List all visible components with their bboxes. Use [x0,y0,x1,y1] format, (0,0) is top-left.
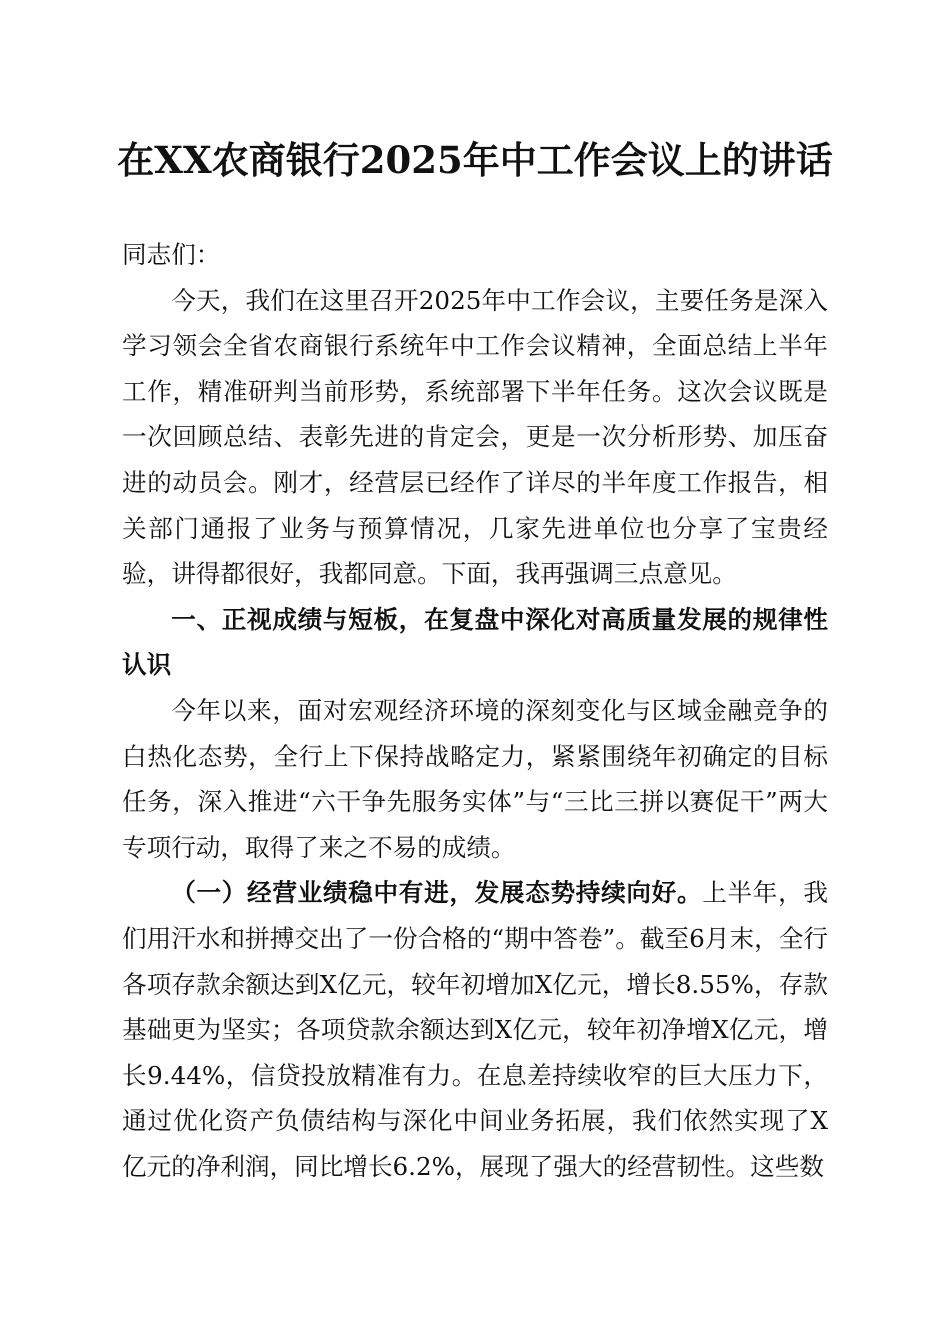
section-paragraph-1: 今年以来，面对宏观经济环境的深刻变化与区域金融竞争的白热化态势，全行上下保持战略定力，紧紧围绕年初确定的目标任务，深入推进“六干争先服务实体”与“三比三拼以赛促干”两大专项行动，取得了来之不易的成绩。 [122,695,828,862]
subsection-lead-1: （一）经营业绩稳中有进，发展态势持续向好。 [171,878,703,908]
salutation: 同志们： [122,240,221,269]
document-body [122,232,828,1189]
intro-paragraph: 今天，我们在这里召开2025年中工作会议，主要任务是深入学习领会全省农商银行系统年中工作会议精神，全面总结上半年工作，精准研判当前形势，系统部署下半年任务。这次会议既是一次回顾总结、表彰先进的肯定会，更是一次分析形势、加压奋进的动员会。刚才，经营层已经作了详尽的半年度工作报告，相关部门通报了业务与预算情况，几家先进单位也分享了宝贵经验，讲得都很好，我都同意。下面，我再强调三点意见。 [122,285,828,589]
section-heading-1: 一、正视成绩与短板，在复盘中深化对高质量发展的规律性认识 [122,604,828,680]
subsection-paragraph-1 [122,870,828,1189]
subsection-text-1: 上半年，我们用汗水和拼搏交出了一份合格的“期中答卷”。截至6月末，全行各项存款余额达到X亿元，较年初增加X亿元，增长8.55%，存款基础更为坚实；各项贷款余额达到X亿元，较年初净增X亿元，增长9.44%，信贷投放精准有力。在息差持续收窄的巨大压力下，通过优化资产负债结构与深化中间业务拓展，我们依然实现了X亿元的净利润，同比增长6.2%，展现了强大的经营韧性。这些数 [122,878,828,1181]
document-title: 在XX农商银行2025年中工作会议上的讲话 [117,138,833,182]
